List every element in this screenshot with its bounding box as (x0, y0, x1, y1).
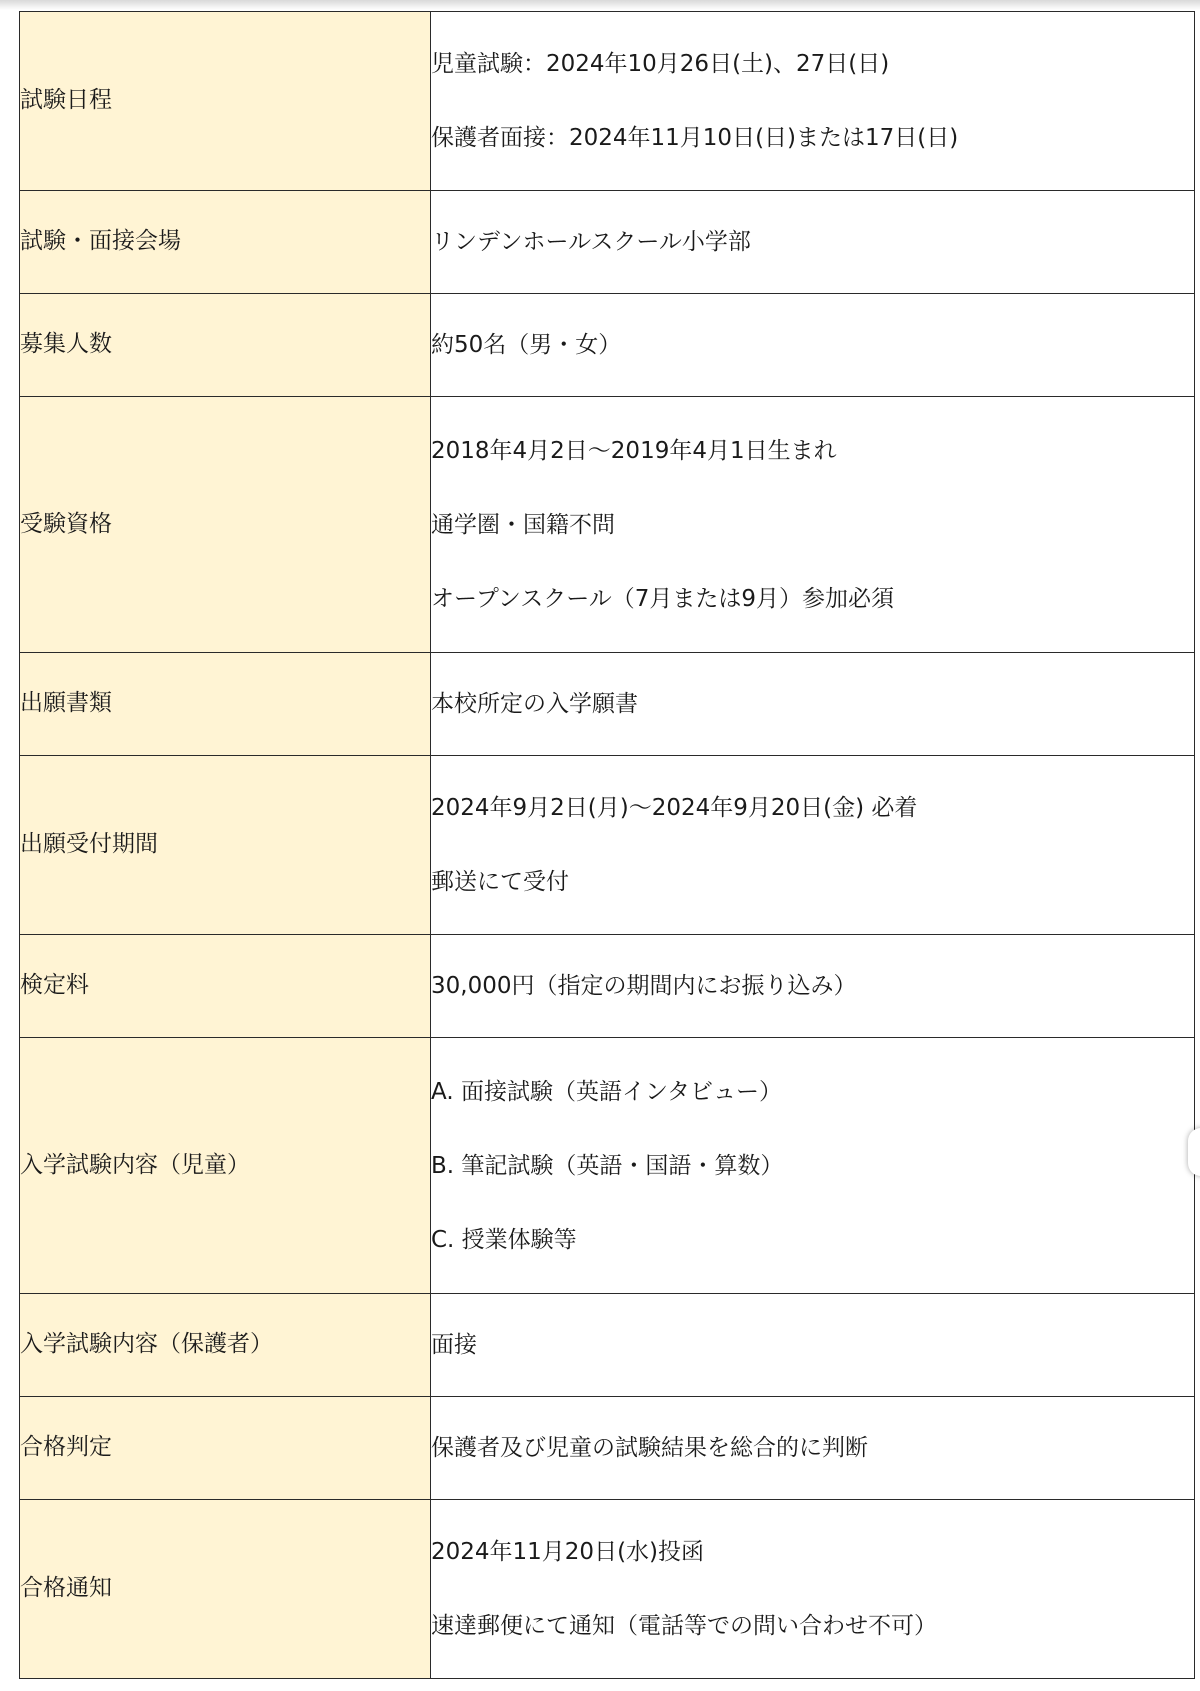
row-label: 出願書類 (20, 653, 431, 756)
table-row (20, 1294, 1195, 1397)
table-row (20, 1038, 1195, 1294)
value-line: 2024年9月2日(月)～2024年9月20日(金) 必着 (431, 795, 918, 821)
row-value (431, 653, 1195, 756)
value-line: 通学圏・国籍不問 (431, 511, 615, 538)
value-line: 保護者面接：2024年11月10日(日)または17日(日) (431, 125, 959, 151)
value-line: オープンスクール（7月または9月）参加必須 (431, 585, 895, 612)
value-line: C. 授業体験等 (431, 1226, 577, 1253)
value-line: リンデンホールスクール小学部 (431, 229, 751, 255)
table-row (20, 653, 1195, 756)
value-line: 保護者及び児童の試験結果を総合的に判断 (431, 1435, 868, 1461)
table-row (20, 12, 1195, 191)
value-line: A. 面接試験（英語インタビュー） (431, 1078, 783, 1105)
admission-info-table (19, 11, 1195, 1679)
row-value (431, 12, 1195, 191)
value-line: 2024年11月20日(水)投函 (431, 1539, 705, 1565)
table-row (20, 756, 1195, 935)
table-row (20, 935, 1195, 1038)
row-value (431, 191, 1195, 294)
table-row (20, 294, 1195, 397)
row-label: 募集人数 (20, 294, 431, 397)
row-label: 合格通知 (20, 1500, 431, 1679)
value-line: 速達郵便にて通知（電話等での問い合わせ不可） (431, 1613, 937, 1639)
row-label: 合格判定 (20, 1397, 431, 1500)
row-label: 出願受付期間 (20, 756, 431, 935)
row-value (431, 1038, 1195, 1294)
table-row (20, 191, 1195, 294)
value-line: 面接 (431, 1332, 477, 1358)
value-line: B. 筆記試験（英語・国語・算数） (431, 1152, 784, 1179)
row-value (431, 1397, 1195, 1500)
row-label: 受験資格 (20, 397, 431, 653)
value-line: 郵送にて受付 (431, 869, 569, 895)
table-row (20, 1397, 1195, 1500)
value-line: 約50名（男・女） (431, 332, 622, 358)
table-row (20, 1500, 1195, 1679)
row-label: 入学試験内容（保護者） (20, 1294, 431, 1397)
value-line: 30,000円（指定の期間内にお振り込み） (431, 973, 857, 999)
value-line: 2018年4月2日～2019年4月1日生まれ (431, 437, 837, 464)
row-value (431, 294, 1195, 397)
row-value (431, 397, 1195, 653)
row-value (431, 1500, 1195, 1679)
row-value (431, 935, 1195, 1038)
row-label: 入学試験内容（児童） (20, 1038, 431, 1294)
value-line: 本校所定の入学願書 (431, 691, 638, 717)
row-label: 試験日程 (20, 12, 431, 191)
row-label: 試験・面接会場 (20, 191, 431, 294)
row-value (431, 1294, 1195, 1397)
value-line: 児童試験：2024年10月26日(土)、27日(日) (431, 51, 890, 77)
top-shadow (0, 0, 1200, 10)
row-value (431, 756, 1195, 935)
row-label: 検定料 (20, 935, 431, 1038)
scroll-handle[interactable] (1188, 1128, 1200, 1176)
table-row (20, 397, 1195, 653)
